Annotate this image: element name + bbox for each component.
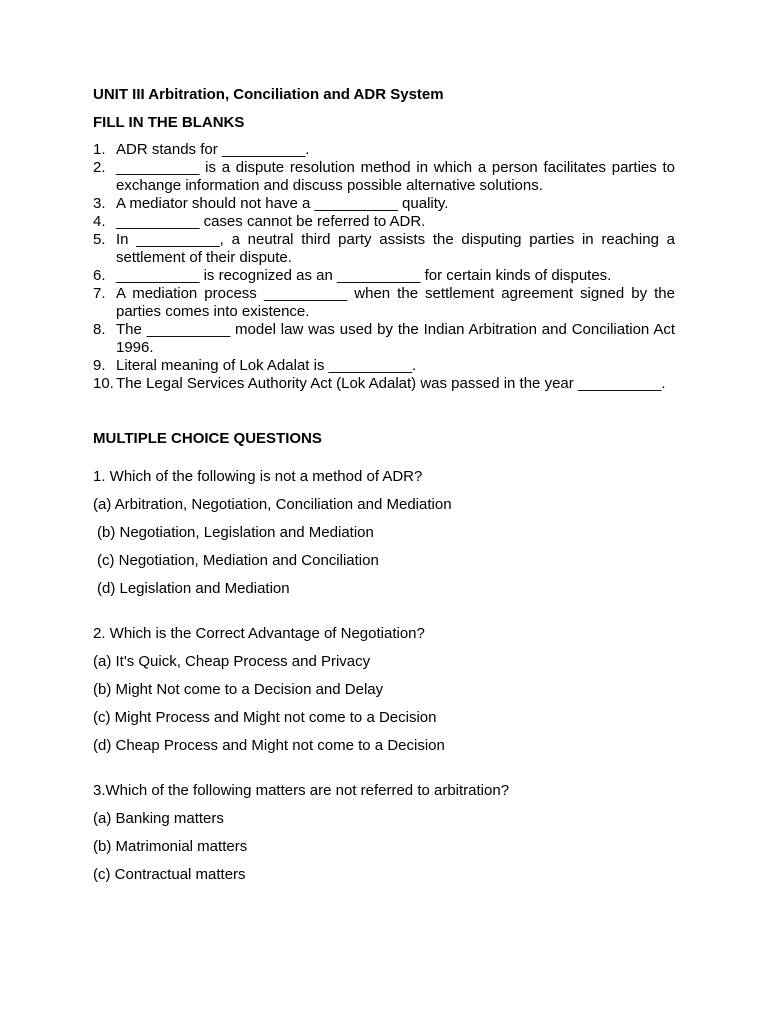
item-text: In __________, a neutral third party assists the disputing parties in reaching a settlement of their dispute.	[116, 231, 675, 266]
question-text: 3.Which of the following matters are not referred to arbitration?	[93, 782, 510, 799]
fill-blanks-list	[93, 141, 675, 393]
fill-blanks-heading: FILL IN THE BLANKS	[93, 114, 245, 131]
item-text: __________ is a dispute resolution method in which a person facilitates parties to exchange information and discuss possible alternative solutions.	[116, 159, 675, 194]
list-item	[93, 195, 675, 213]
option-text: (b) Might Not come to a Decision and Delay	[93, 681, 384, 698]
mcq-question-block	[93, 468, 675, 598]
item-text: ADR stands for __________.	[116, 141, 310, 158]
option-text: (a) Arbitration, Negotiation, Conciliation and Mediation	[93, 496, 452, 513]
option-text: (c) Might Process and Might not come to a Decision	[93, 709, 437, 726]
option-text: (b) Negotiation, Legislation and Mediation	[97, 524, 374, 541]
item-text: A mediation process __________ when the settlement agreement signed by the parties comes into existence.	[116, 285, 675, 320]
item-text: A mediator should not have a __________ quality.	[116, 195, 449, 212]
item-number: 1.	[93, 141, 106, 158]
item-number: 3.	[93, 195, 106, 212]
list-item	[93, 321, 675, 357]
item-number: 4.	[93, 213, 106, 230]
item-number: 2.	[93, 159, 106, 176]
item-text: The __________ model law was used by the Indian Arbitration and Conciliation Act 1996.	[116, 321, 675, 356]
item-text: __________ cases cannot be referred to ADR.	[116, 213, 426, 230]
list-item	[93, 159, 675, 195]
item-number: 9.	[93, 357, 106, 374]
list-item	[93, 285, 675, 321]
question-text: 2. Which is the Correct Advantage of Negotiation?	[93, 625, 425, 642]
mcq-heading: MULTIPLE CHOICE QUESTIONS	[93, 430, 322, 447]
list-item	[93, 213, 675, 231]
list-item	[93, 231, 675, 267]
list-item	[93, 267, 675, 285]
item-number: 7.	[93, 285, 106, 302]
item-text: The Legal Services Authority Act (Lok Adalat) was passed in the year __________.	[116, 375, 666, 392]
option-text: (b) Matrimonial matters	[93, 838, 248, 855]
option-text: (d) Cheap Process and Might not come to a Decision	[93, 737, 445, 754]
mcq-question-block	[93, 625, 675, 755]
item-text: Literal meaning of Lok Adalat is __________.	[116, 357, 417, 374]
option-text: (c) Negotiation, Mediation and Conciliation	[97, 552, 379, 569]
item-text: __________ is recognized as an __________ for certain kinds of disputes.	[116, 267, 612, 284]
item-number: 8.	[93, 321, 106, 338]
option-text: (d) Legislation and Mediation	[97, 580, 290, 597]
unit-title: UNIT III Arbitration, Conciliation and ADR System	[93, 86, 444, 103]
list-item	[93, 375, 675, 393]
option-text: (c) Contractual matters	[93, 866, 246, 883]
document-page	[93, 86, 675, 894]
item-number: 5.	[93, 231, 106, 248]
mcq-question-block	[93, 782, 675, 884]
list-item	[93, 141, 675, 159]
option-text: (a) Banking matters	[93, 810, 224, 827]
item-number: 6.	[93, 267, 106, 284]
question-text: 1. Which of the following is not a method of ADR?	[93, 468, 423, 485]
list-item	[93, 357, 675, 375]
option-text: (a) It's Quick, Cheap Process and Privacy	[93, 653, 371, 670]
item-number: 10.	[93, 375, 114, 392]
